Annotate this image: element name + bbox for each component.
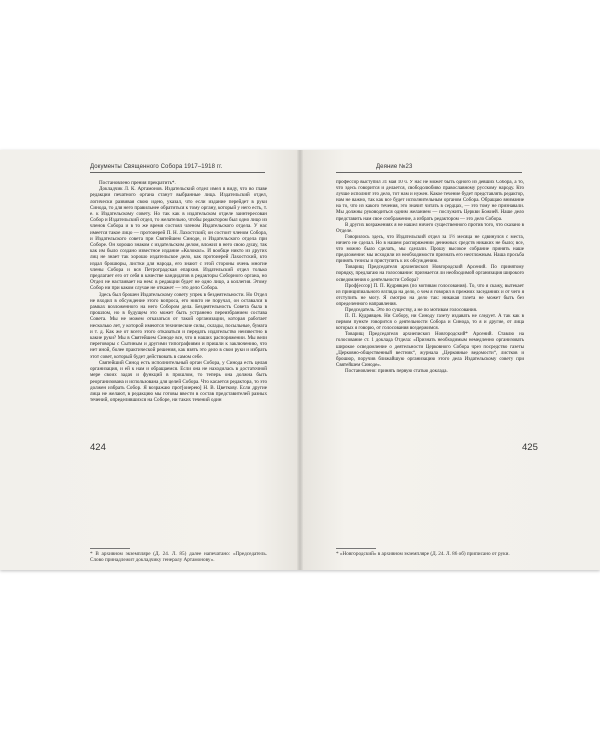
right-body [336, 180, 524, 435]
left-body-top [90, 180, 267, 435]
right-footnote: * «Новгородский» в архивном экземпляре (Д. 24. Л. 86 об) приписано от руки. [336, 551, 510, 557]
left-page [0, 150, 300, 570]
right-page-number: 425 [522, 442, 538, 453]
right-footnote-rule [336, 548, 376, 549]
left-paragraph: Постановлено прения прекратить*. [99, 180, 176, 186]
left-header-rule [90, 172, 265, 173]
left-footnote-rule [90, 548, 130, 549]
left-footnote-block [90, 548, 267, 564]
left-paragraph: Докладчик Л. К. Артамонов. Издательский отдел имел в виду, что во главе редакции печатного органа станут выбранные лица. Издательский отдел, логически развивая свою идею, указал, что если издание перейдет в руки Синода, то для него правильнее обратиться к тому органу, который у него есть, т. е. к Издательскому совету. Но так как в издательском отделе заинтересован Собор и Издательский отдел, то желательно, чтобы редактором был одно лицо из членов Собора и в то же время состоял членом Издательского отдела. У нас имеется такое лицо — протоиерей П. Н. Лахостский; он состоит членом Собора, и Издательского совета при Святейшем Синоде, и Издательского отдела при Соборе. Он хорошо знаком с издательским делом, вложил в него свою душу, так как им было создано известное издание «Колокол». И вообще никто из других лиц не знает так хорошо издательское дело, как протоиерей Лахостский, кто издал брошюры, листки для народа, его знают с этой стороны очень многие члены Собора и вся Петроградская епархия. Издательский отдел только предлагает его от себя в качестве кандидатов в редакторы Соборного органа, но Отдел не настаивает на нем: в редакции будет не одно лицо, а коллегия. Этому Собор ни при каком случае не откажет — это дело Собора. [90, 186, 267, 292]
right-paragraph: В других возражениях я не нашел ничего существенного против того, что сказано в Отделе. [336, 222, 524, 234]
right-paragraph: Председатель. Это по существу, а не по мотивам голосования. [345, 307, 478, 313]
book-spread [0, 150, 600, 570]
right-page [300, 150, 600, 570]
left-running-head: Документы Священного Собора 1917–1918 гг. [90, 164, 223, 170]
book-gutter [297, 150, 303, 570]
right-paragraph: Товарищ Председателя архиепископ Новгородский* Арсений. Ставлю на голосование ст. 1 доклада Отдела: «Признать необходимым немедленно организовать широкое осведомление о деятельности Церковного Собора чрез посредство газеты „Церковно-общественный вестник“, журнала „Церковные ведомости“, листков и брошюр, поручив ближайшую организацию этого дела Издательскому совету при Святейшем Синоде». [336, 332, 524, 368]
left-paragraph: Святейший Синод есть исполнительный орган Собора, у Синода есть целая организация, и ей к нам и обращаемся. Если она не находилась в достаточной мере своих задач и функций в прошлом, то теперь она должна быть реорганизована и использована для целей Собора. Что касается редактора, то это должен избрать Собор. Я возражаю прот[оиерею] Н. В. Цветкову. Если другие лица не желают, в редакцию мы готовы ввести в состав представителей разных течений, определившихся на Соборе, ни таких течений один [90, 359, 267, 404]
left-page-number: 424 [90, 442, 106, 453]
right-footnote-block [336, 548, 524, 557]
left-footnote: * В архивном экземпляре (Д. 24. Л. 85) далее напечатано: «Председатель. Слово принадлежит докладчику генералу Артамонову». [90, 551, 267, 564]
right-paragraph: Проф[ессор] П. П. Кудрявцев (по мотивам голосования). То, что я скажу, вытекает из принципиального взгляда на дело, о чем я говорил в прежних заседаниях и от чего я отступить не могу. Я смотрю на дело так: никакая газета не может быть без определенного направления. [336, 283, 524, 307]
right-paragraph: Товарищ Председателя архиепископ Новгородский Арсений. По принятому порядку, предлагаю на голосование: признается ли необходимой организация широкого осведомления о деятельности Собора? [336, 265, 524, 283]
right-paragraph: П. П. Кудрявцев. Ни Собору, ни Синоду газету издавать не следует. А так как в первом пункте говорится о деятельности Собора и Синода, то я и другие, от лица которых я говорю, от голосования воздержимся. [336, 314, 524, 332]
right-paragraph: Говорилось здесь, что Издательский отдел за 1½ месяца не сдвинулся с места, ничего не сделал. Но в нашем распоряжении денежных средств никаких не было; все, что можно было сделать, мы сделали. Прошу высокое собрание принять наше предложение: мы исходили из необходимости признать его неотложным. Наша просьба принять тезисы и приступить к их обсуждению. [336, 234, 524, 265]
right-header-rule [336, 172, 522, 173]
right-paragraph: профессор выступил 31 мая 10 ч. У нас не может быть одного из девших Собора, а то, что здесь говорится и делается, свободолюбиво православному русскому народу. Кто лучше исполнит это дело, тот нам и нужен. Какое течение будет представлять редактор, нам не важно, так как все будет исполнительным органом Собора. Обращаю внимание на то, что из какого течения, это значит читать в сердцах, — это тому не признавали. Мы должны руководиться одним желанием — послужить Церкви Божией. Наше дело представить нам свое соображение, а избрать редактором — это дело Собора. [336, 180, 524, 222]
right-paragraph: Постановлено: принять первую статью доклада. [345, 368, 448, 374]
left-paragraph: Здесь был брошен Издательскому совету упрек в бездеятельности. Но Отдел не входил в обсуждение этого вопроса, его никто не поручал, он оставался в рамках возложенного на него Собором дела. Бездеятельность Совета была в прошлом, но в будущем это может быть устранено переизбранием состава Совета. Мы не можем отказаться от такой организации, которая работает несколько лет, у которой имеются технические силы, склады, посыльные, бумага и т. д. Как же от всего этого отказаться и передать издательство неизвестно в какие руки? Мы в Святейшем Синоде все, что в наших распоряжении. Мы вели переговоры с Сытиным и другими типографиями и пришли к заключению, что нет иной, более практической решения, как взять это дело в свои руки и избрать этот совет, который будет действовать в самом себе. [90, 291, 267, 360]
right-running-head: Деяние №23 [376, 164, 413, 170]
